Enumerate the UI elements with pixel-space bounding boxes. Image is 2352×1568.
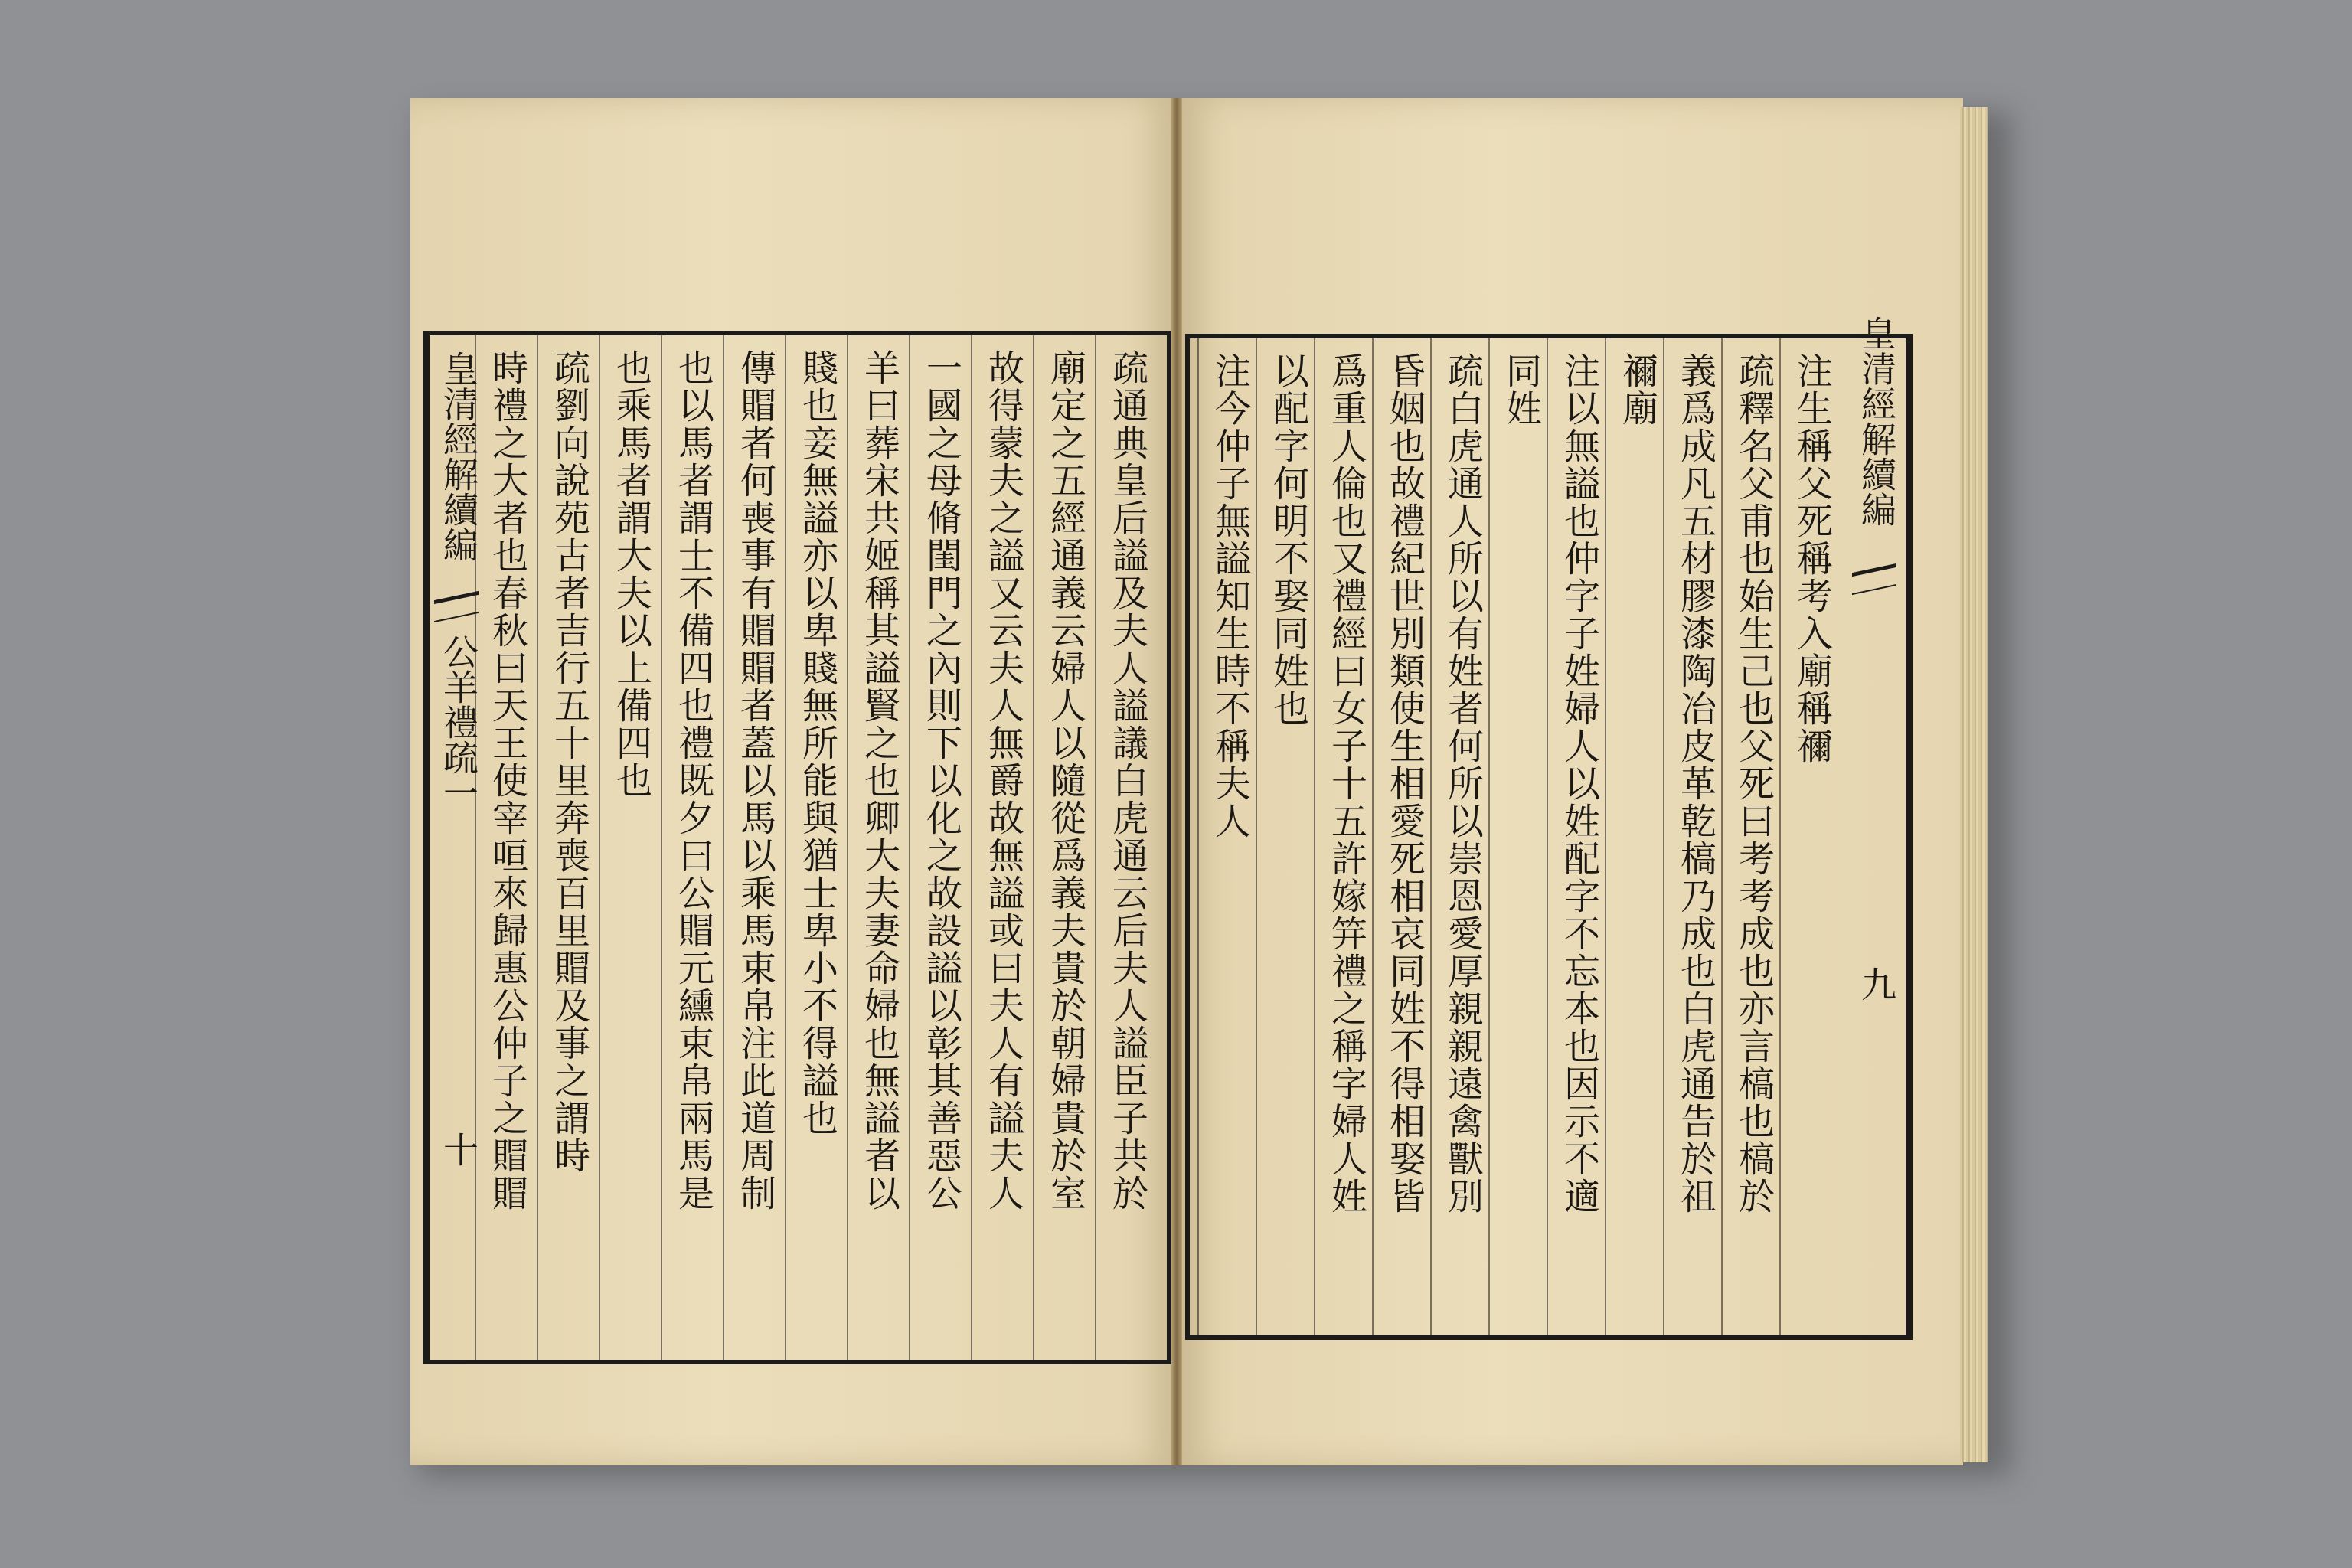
column-rule xyxy=(847,335,848,1360)
column-rule xyxy=(599,335,600,1360)
column-rule xyxy=(1256,338,1257,1335)
text-column: 一國之母脩閨門之內則下以化之故設謚以彰其善惡公 xyxy=(920,349,962,1212)
column-rule xyxy=(785,335,786,1360)
page-edges xyxy=(1960,107,1988,1462)
column-rule xyxy=(909,335,910,1360)
text-column: 時禮之大者也春秋曰天王使宰咺來歸惠公仲子之賵賵 xyxy=(486,349,528,1212)
column-rule xyxy=(1197,338,1199,1335)
column-rule xyxy=(1605,338,1606,1335)
column-rule xyxy=(971,335,972,1360)
text-column: 禰廟 xyxy=(1616,352,1658,427)
column-rule xyxy=(1095,335,1096,1360)
text-column: 故得蒙夫之謚又云夫人無爵故無謚或曰夫人有謚夫人 xyxy=(982,349,1024,1212)
text-column: 義爲成凡五材膠漆陶冶皮革乾槁乃成也白虎通告於祖 xyxy=(1674,352,1717,1215)
text-column: 疏劉向說苑古者吉行五十里奔喪百里賵及事之謂時 xyxy=(548,349,590,1174)
column-rule xyxy=(1488,338,1490,1335)
column-rule xyxy=(1721,338,1723,1335)
text-column: 羊曰葬宋共姬稱其謚賢之也卿大夫妻命婦也無謚者以 xyxy=(858,349,900,1212)
column-rule xyxy=(1779,338,1781,1335)
left-margin-section: 公羊禮疏一 xyxy=(438,634,479,810)
text-column: 注以無謚也仲字子姓婦人以姓配字不忘本也因示不適 xyxy=(1558,352,1600,1215)
text-column: 爲重人倫也又禮經曰女子十五許嫁笄禮之稱字婦人姓 xyxy=(1325,352,1367,1215)
text-column: 也乘馬者謂大夫以上備四也 xyxy=(610,349,652,799)
left-margin-title: 皇清經解續編 xyxy=(438,351,479,562)
right-text-frame xyxy=(1185,315,1913,1340)
column-rule xyxy=(661,335,662,1360)
text-column: 也以馬者謂士不備四也禮既夕曰公賵元纁束帛兩馬是 xyxy=(672,349,714,1212)
left-margin-column xyxy=(427,335,488,1360)
text-column: 賤也妾無謚亦以卑賤無所能與猶士卑小不得謚也 xyxy=(796,349,838,1137)
text-column: 疏白虎通人所以有姓者何所以崇恩愛厚親親遠禽獸別 xyxy=(1442,352,1484,1215)
fish-tail-mark xyxy=(434,591,479,622)
column-rule xyxy=(723,335,724,1360)
column-rule xyxy=(537,335,538,1360)
column-rule xyxy=(1033,335,1034,1360)
text-column: 注生稱父死稱考入廟稱禰 xyxy=(1791,352,1833,765)
right-margin-page-number: 九 xyxy=(1856,966,1897,1001)
text-column: 疏釋名父甫也始生己也父死曰考考成也亦言槁也槁於 xyxy=(1733,352,1775,1215)
right-margin-title: 皇清經解續編 xyxy=(1856,315,1897,527)
left-margin-page-number: 十 xyxy=(438,1132,479,1167)
text-column: 昏姻也故禮紀世別類使生相愛死相哀同姓不得相娶皆 xyxy=(1383,352,1426,1215)
column-rule xyxy=(1663,338,1664,1335)
column-rule xyxy=(1547,338,1548,1335)
text-column: 注今仲子無謚知生時不稱夫人 xyxy=(1209,352,1251,840)
text-column: 以配字何明不娶同姓也 xyxy=(1267,352,1309,727)
left-text-frame xyxy=(423,331,1171,1364)
column-rule xyxy=(1314,338,1315,1335)
book-gutter xyxy=(1171,98,1182,1465)
fish-tail-mark xyxy=(1852,564,1896,595)
right-margin-column xyxy=(1847,315,1908,1335)
text-column: 傳賵者何喪事有賵賵者蓋以馬以乘馬束帛注此道周制 xyxy=(734,349,776,1212)
text-column: 廟定之五經通義云婦人以隨從爲義夫貴於朝婦貴於室 xyxy=(1044,349,1086,1212)
text-column: 同姓 xyxy=(1500,352,1542,427)
text-column: 疏通典皇后謚及夫人謚議白虎通云后夫人謚臣子共於 xyxy=(1106,349,1148,1212)
column-rule xyxy=(1372,338,1374,1335)
column-rule xyxy=(1430,338,1432,1335)
